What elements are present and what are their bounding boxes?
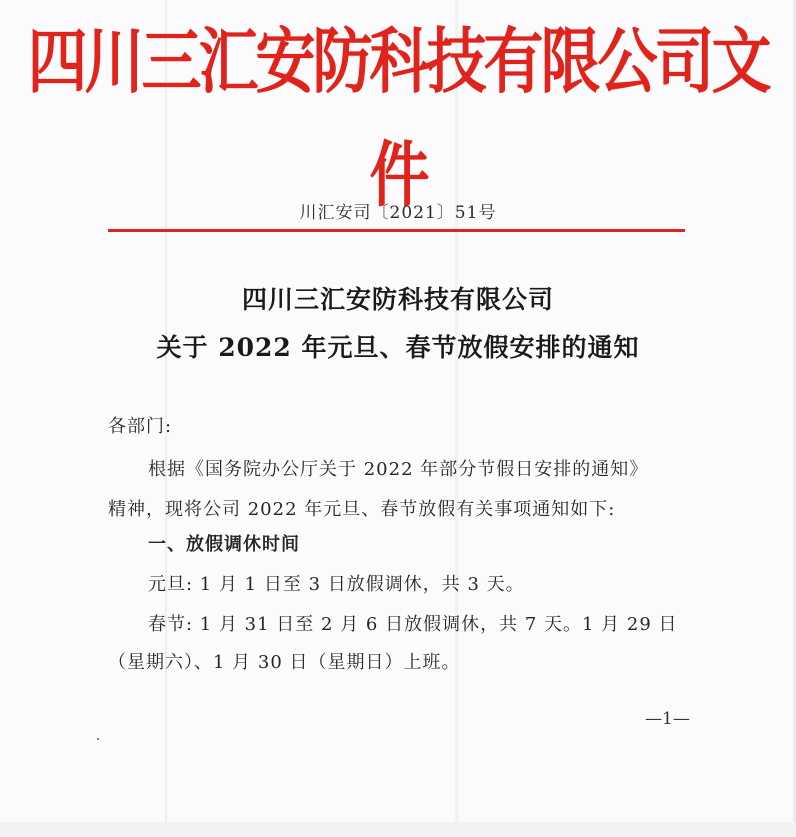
notice-title-line2: 关于 2022 年元旦、春节放假安排的通知 [156,333,640,362]
paragraph-line: 根据《国务院办公厅关于 2022 年部分节假日安排的通知》 [148,459,649,480]
salutation: 各部门: [108,416,173,437]
new-year-arrangement: 元旦: 1 月 1 日至 3 日放假调休，共 3 天。 [148,574,525,595]
document-number: 川汇安司〔2021〕51号 [299,203,497,223]
document-header-title: 四川三汇安防科技有限公司文件 [27,21,769,218]
red-divider-line [108,229,685,232]
spring-festival-arrangement: 春节: 1 月 31 日至 2 月 6 日放假调休，共 7 天。1 月 29 日 [148,614,678,635]
page-number: —1— [645,709,690,729]
section-heading: 一、放假调休时间 [148,534,300,555]
paragraph-line: 精神，现将公司 2022 年元旦、春节放假有关事项通知如下: [108,499,616,520]
notice-title-line1: 四川三汇安防科技有限公司 [241,285,554,314]
spring-festival-arrangement-cont: （星期六）、1 月 30 日（星期日）上班。 [108,652,461,673]
scan-speck [97,738,99,740]
